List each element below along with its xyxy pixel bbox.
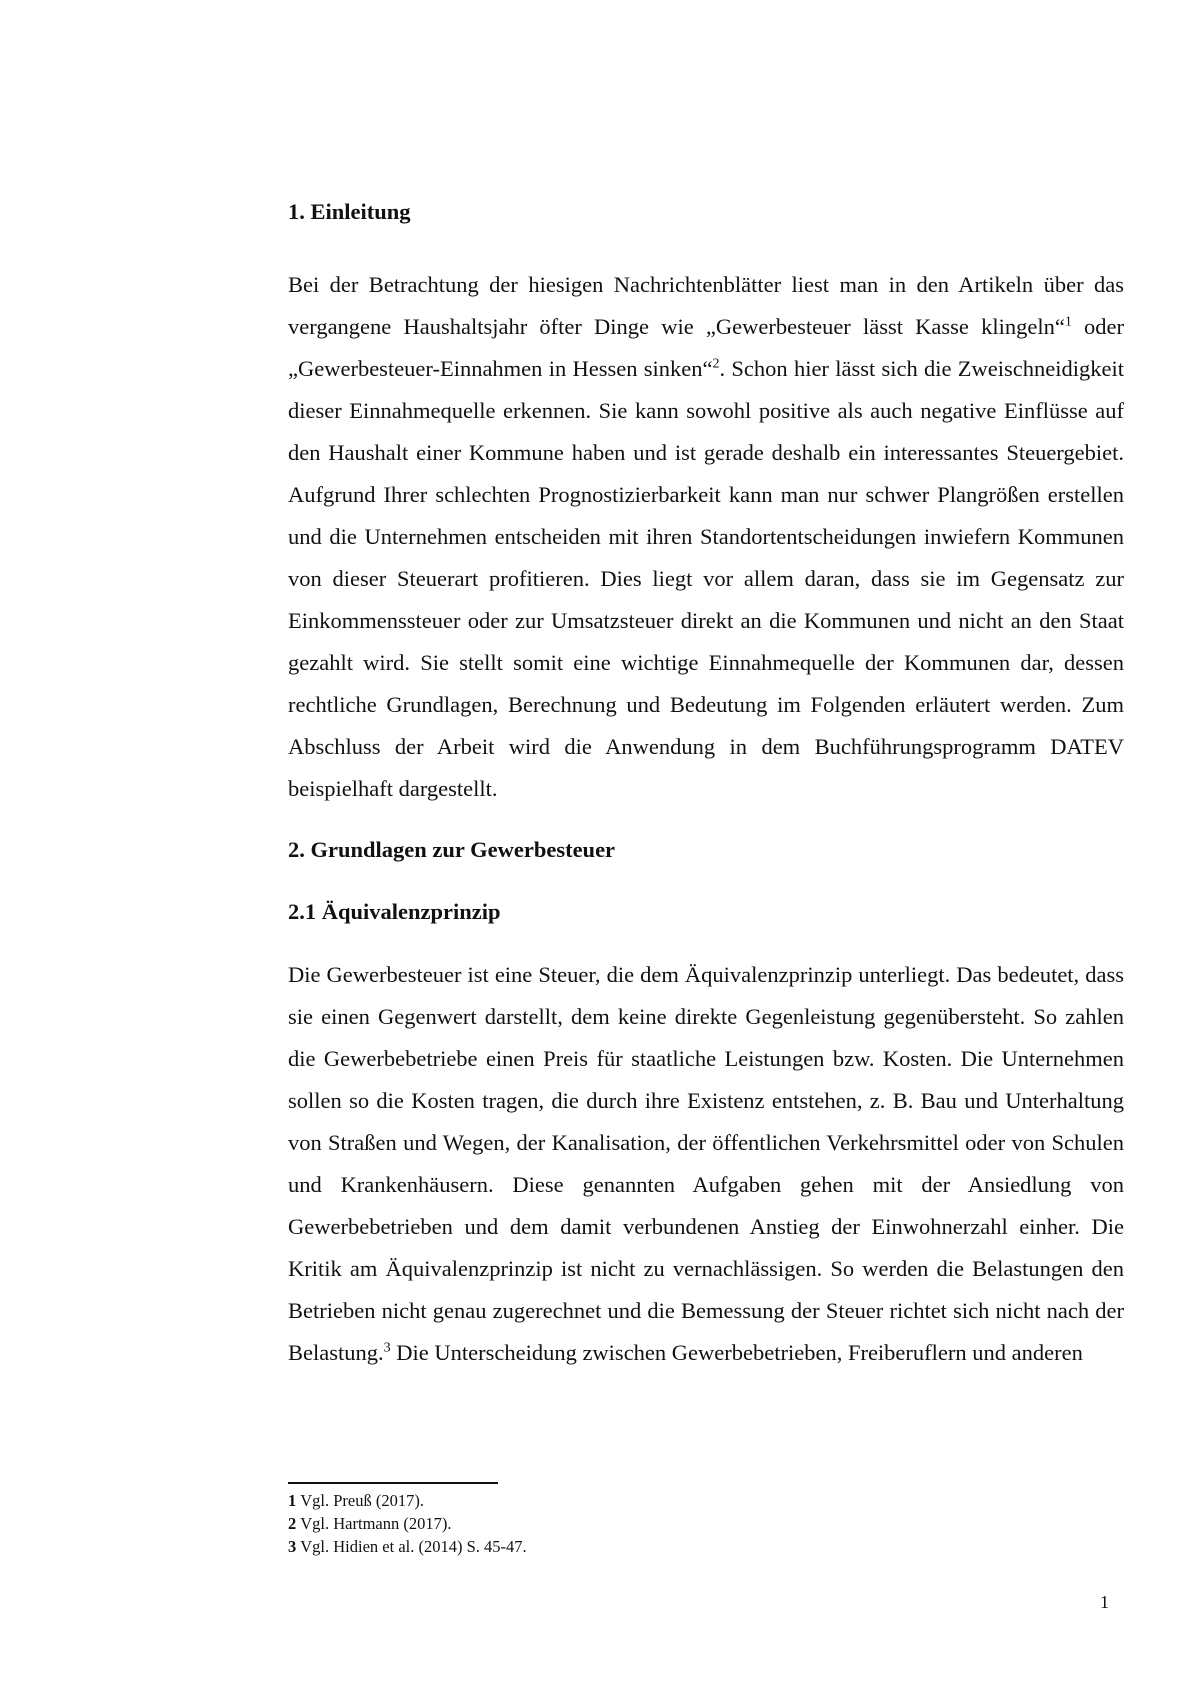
paragraph-einleitung xyxy=(288,264,1124,810)
paragraph-aequivalenzprinzip xyxy=(288,954,1124,1374)
footnote-ref-3[interactable]: 3 xyxy=(383,1340,391,1356)
footnote-number: 3 xyxy=(288,1537,297,1556)
heading-grundlagen: 2. Grundlagen zur Gewerbesteuer xyxy=(288,837,616,862)
footnote-text: Vgl. Hidien et al. (2014) S. 45-47. xyxy=(300,1537,527,1556)
paragraph-einleitung-text-3: . Schon hier lässt sich die Zweischneidigkeit dieser Einnahmequelle erkennen. Sie kann sowohl positive als auch negative Einflüsse auf den Haushalt einer Kommune haben und ist gerade deshalb ein interessantes Steuergebiet. Aufgrund Ihrer schlechten Prognostizierbarkeit kann man nur schwer Plangrößen erstellen und die Unternehmen entscheiden mit ihren Standortentscheidungen inwiefern Kommunen von dieser Steuerart profitieren. Dies liegt vor allem daran, dass sie im Gegensatz zur Einkommenssteuer oder zur Umsatzsteuer direkt an die Kommunen und nicht an den Staat gezahlt wird. Sie stellt somit eine wichtige Einnahmequelle der Kommunen dar, dessen rechtliche Grundlagen, Berechnung und Bedeutung im Folgenden erläutert werden. Zum Abschluss der Arbeit wird die Anwendung in dem Buchführungsprogramm DATEV beispielhaft dargestellt. xyxy=(288,356,1124,801)
footnote-1 xyxy=(288,1489,1124,1512)
heading-aequivalenzprinzip: 2.1 Äquivalenzprinzip xyxy=(288,899,501,924)
footnote-text: Vgl. Hartmann (2017). xyxy=(300,1514,452,1533)
paragraph-aequivalenzprinzip-text-1: Die Gewerbesteuer ist eine Steuer, die dem Äquivalenzprinzip unterliegt. Das bedeutet, dass sie einen Gegenwert darstellt, dem keine direkte Gegenleistung gegenübersteht. So zahlen die Gewerbebetriebe einen Preis für staatliche Leistungen bzw. Kosten. Die Unternehmen sollen so die Kosten tragen, die durch ihre Existenz entstehen, z. B. Bau und Unterhaltung von Straßen und Wegen, der Kanalisation, der öffentlichen Verkehrsmittel oder von Schulen und Krankenhäusern. Diese genannten Aufgaben gehen mit der Ansiedlung von Gewerbebetrieben und dem damit verbundenen Anstieg der Einwohnerzahl einher. Die Kritik am Äquivalenzprinzip ist nicht zu vernachlässigen. So werden die Belastungen den Betrieben nicht genau zugerechnet und die Bemessung der Steuer richtet sich nicht nach der Belastung. xyxy=(288,962,1124,1365)
page-number: 1 xyxy=(1100,1592,1109,1612)
footnotes xyxy=(288,1482,1124,1558)
footnote-ref-2[interactable]: 2 xyxy=(712,356,720,372)
footnote-3 xyxy=(288,1535,1124,1558)
footnote-text: Vgl. Preuß (2017). xyxy=(300,1491,424,1510)
paragraph-einleitung-text-1: Bei der Betrachtung der hiesigen Nachrichtenblätter liest man in den Artikeln über das vergangene Haushaltsjahr öfter Dinge wie „Gewerbesteuer lässt Kasse klingeln“ xyxy=(288,272,1124,339)
footnote-ref-1[interactable]: 1 xyxy=(1064,314,1072,330)
paragraph-einleitung-text-2: oder „Gewerbesteuer-Einnahmen in Hessen sinken“ xyxy=(288,314,1124,381)
footnote-separator xyxy=(288,1482,498,1484)
footnote-number: 2 xyxy=(288,1514,297,1533)
footnote-number: 1 xyxy=(288,1491,297,1510)
paragraph-aequivalenzprinzip-text-2: Die Unterscheidung zwischen Gewerbebetrieben, Freiberuflern und anderen xyxy=(390,1340,1083,1365)
heading-einleitung: 1. Einleitung xyxy=(288,199,411,224)
footnote-2 xyxy=(288,1512,1124,1535)
main-content xyxy=(288,198,1124,1374)
